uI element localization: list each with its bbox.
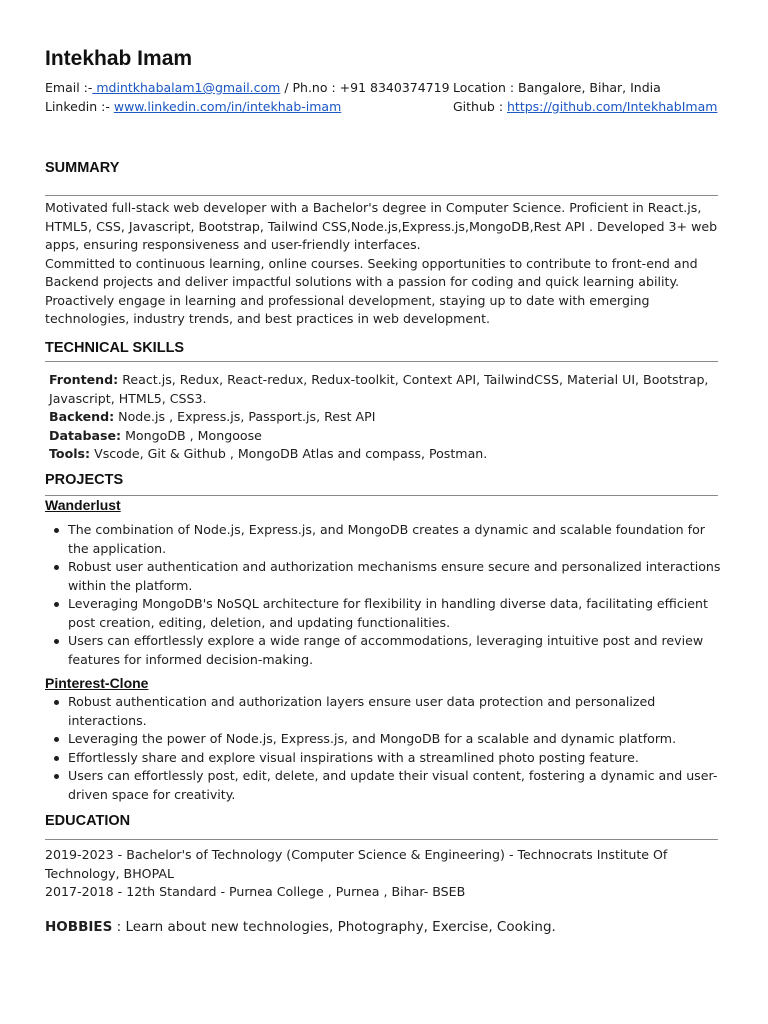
skill-label: Backend:	[49, 409, 115, 424]
bullet-text: Users can effortlessly explore a wide range of accommodations, leveraging intuitive post and review features for informed decision-making.	[68, 633, 704, 667]
summary-paragraph: Motivated full-stack web developer with a Bachelor's degree in Computer Science. Proficient in React.js, HTML5, CSS, Javascript, Bootstrap, Tailwind CSS,Node.js,Express.js,MongoDB,Rest API . Developed 3+ web apps, ensuring responsiveness and user-friendly interfaces.	[45, 200, 718, 252]
bullet-icon	[54, 756, 59, 761]
candidate-name: Intekhab Imam	[45, 47, 193, 70]
phone-text: / Ph.no : +91 8340374719	[280, 80, 450, 95]
list-item	[45, 730, 725, 749]
bullet-text: Users can effortlessly post, edit, delete, and update their visual content, fostering a dynamic and user-driven space for creativity.	[68, 768, 718, 802]
email-label: Email :-	[45, 80, 93, 95]
linkedin-link[interactable]: www.linkedin.com/in/intekhab-imam	[113, 99, 342, 114]
bullet-icon	[54, 639, 59, 644]
summary-text	[45, 199, 735, 329]
bullet-icon	[54, 774, 59, 779]
bullet-icon	[54, 737, 59, 742]
skill-row-frontend	[49, 371, 729, 408]
bullet-text: Leveraging MongoDB's NoSQL architecture for flexibility in handling diverse data, facilitating efficient post creation, editing, deletion, and updating functionalities.	[68, 596, 708, 630]
education-text	[45, 846, 740, 902]
hobbies-label: HOBBIES	[45, 919, 113, 935]
github-link[interactable]: https://github.com/IntekhabImam	[507, 99, 718, 114]
list-item	[45, 693, 725, 730]
bullet-text: Robust user authentication and authorization mechanisms ensure secure and personalized interactions within the platform.	[68, 559, 721, 593]
list-item	[45, 595, 725, 632]
github-label: Github :	[453, 99, 507, 114]
bullet-text: Effortlessly share and explore visual inspirations with a streamlined photo posting feature.	[68, 749, 639, 765]
skill-row-database	[49, 427, 729, 446]
contact-line-email	[45, 78, 450, 97]
list-item	[45, 767, 725, 804]
contact-line-linkedin	[45, 97, 341, 116]
list-item	[45, 558, 725, 595]
skill-value: Vscode, Git & Github , MongoDB Atlas and compass, Postman.	[90, 446, 488, 461]
bullet-text: Robust authentication and authorization layers ensure user data protection and personalized interactions.	[68, 694, 656, 728]
bullet-icon	[54, 700, 59, 705]
project-title-pinterest: Pinterest-Clone	[45, 675, 149, 691]
summary-heading: SUMMARY	[45, 160, 120, 176]
skills-list	[49, 371, 729, 464]
education-divider	[45, 839, 718, 840]
summary-paragraph: Committed to continuous learning, online courses. Seeking opportunities to contribute to front-end and Backend projects and deliver impactful solutions with a passion for coding and quick learning ability.	[45, 255, 698, 289]
list-item	[45, 521, 725, 558]
projects-heading: PROJECTS	[45, 472, 124, 488]
skill-value: Node.js , Express.js, Passport.js, Rest API	[114, 409, 376, 424]
projects-divider	[45, 495, 718, 496]
skills-heading: TECHNICAL SKILLS	[45, 340, 185, 356]
bullet-text: Leveraging the power of Node.js, Express.js, and MongoDB for a scalable and dynamic platform.	[68, 731, 677, 746]
linkedin-label: Linkedin :-	[45, 99, 114, 114]
bullet-icon	[54, 602, 59, 607]
list-item	[45, 749, 725, 768]
summary-divider	[45, 195, 718, 196]
skills-divider	[45, 361, 718, 362]
contact-line-github	[453, 97, 717, 116]
summary-paragraph: Proactively engage in learning and professional development, staying up to date with emerging technologies, industry trends, and best practices in web development.	[45, 292, 650, 326]
education-line: 2017-2018 - 12th Standard - Purnea College , Purnea , Bihar- BSEB	[45, 884, 466, 899]
bullet-text: The combination of Node.js, Express.js, and MongoDB creates a dynamic and scalable foundation for the application.	[68, 522, 705, 556]
bullet-icon	[54, 565, 59, 570]
skill-row-tools	[49, 445, 729, 464]
skill-row-backend	[49, 408, 729, 427]
skill-label: Frontend:	[49, 372, 119, 387]
education-heading: EDUCATION	[45, 813, 131, 829]
hobbies-line	[45, 919, 556, 935]
project-bullets-wanderlust	[45, 521, 725, 669]
skill-value: MongoDB , Mongoose	[121, 427, 262, 443]
list-item	[45, 632, 725, 669]
bullet-icon	[54, 528, 59, 533]
hobbies-text: : Learn about new technologies, Photography, Exercise, Cooking.	[112, 919, 556, 935]
location-text: Location : Bangalore, Bihar, India	[453, 80, 661, 95]
skill-value: React.js, Redux, React-redux, Redux-toolkit, Context API, TailwindCSS, Material UI, Bootstrap, Javascript, HTML5, CSS3.	[49, 372, 709, 406]
project-bullets-pinterest	[45, 693, 725, 804]
project-title-wanderlust: Wanderlust	[45, 497, 121, 513]
skill-label: Database:	[49, 427, 122, 443]
email-link[interactable]: mdintkhabalam1@gmail.com	[92, 80, 281, 95]
education-line: 2019-2023 - Bachelor's of Technology (Computer Science & Engineering) - Technocrats Institute Of Technology, BHOPAL	[45, 847, 668, 881]
skill-label: Tools:	[49, 446, 91, 461]
